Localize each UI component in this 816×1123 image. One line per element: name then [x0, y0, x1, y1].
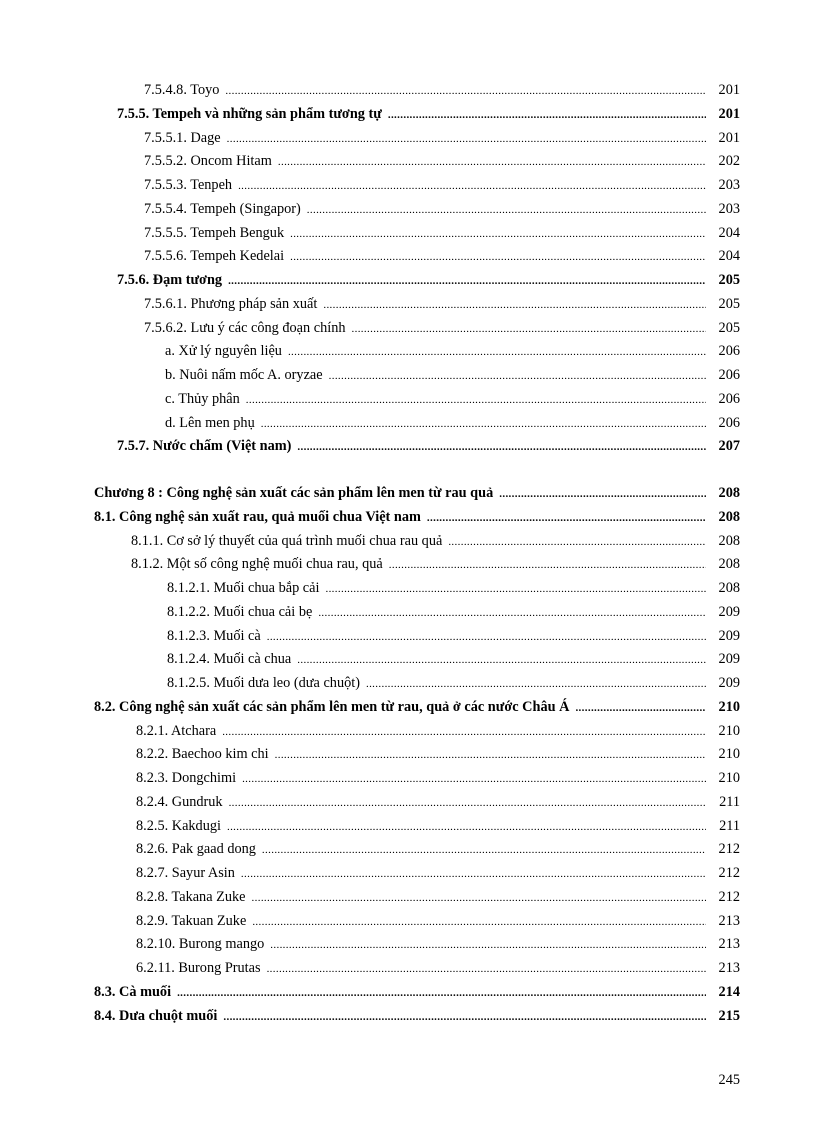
toc-entry[interactable]: [0, 553, 816, 577]
toc-entry-title: [144, 127, 740, 152]
dot-leader: [388, 104, 706, 128]
toc-entry-page: 208: [710, 530, 740, 554]
dot-leader: [252, 887, 706, 911]
dot-leader: [246, 389, 706, 413]
toc-entry-label: b. Nuôi nấm mốc A. oryzae: [165, 364, 329, 388]
toc-entry-label: 8.1.1. Cơ sở lý thuyết của quá trình muối chua rau quả: [131, 530, 448, 554]
toc-entry-label: c. Thủy phân: [165, 388, 246, 412]
dot-leader: [323, 294, 706, 318]
toc-entry-page: 208: [710, 482, 740, 506]
toc-entry-title: [117, 269, 740, 294]
dot-leader: [278, 151, 706, 175]
toc-entry-label: 8.2. Công nghệ sản xuất các sản phẩm lên men từ rau, quả ở các nước Châu Á: [94, 696, 575, 720]
toc-entry-label: 7.5.7. Nước chấm (Việt nam): [117, 435, 297, 459]
toc-entry-title: [131, 530, 740, 555]
toc-entry[interactable]: [0, 838, 816, 862]
toc-entry-title: [136, 862, 740, 887]
toc-entry-page: 205: [710, 269, 740, 293]
toc-entry-title: [136, 910, 740, 935]
toc-entry-title: [167, 672, 740, 697]
toc-entry-label: 8.2.6. Pak gaad dong: [136, 838, 262, 862]
dot-leader: [318, 602, 706, 626]
toc-entry-page: 208: [710, 506, 740, 530]
toc-entry-label: 7.5.5.4. Tempeh (Singapor): [144, 198, 307, 222]
toc-entry-label: 7.5.5.6. Tempeh Kedelai: [144, 245, 290, 269]
toc-entry[interactable]: [0, 269, 816, 293]
toc-entry-title: [117, 435, 740, 460]
toc-entry-page: 201: [710, 103, 740, 127]
toc-entry-label: 8.2.9. Takuan Zuke: [136, 910, 252, 934]
toc-entry-title: [136, 957, 740, 982]
toc-entry-page: 201: [710, 127, 740, 151]
dot-leader: [267, 958, 706, 982]
toc-entry-page: 209: [710, 625, 740, 649]
toc-entry-title: [144, 317, 740, 342]
dot-leader: [238, 175, 706, 199]
toc-entry-title: [94, 482, 740, 507]
toc-entry-title: [144, 174, 740, 199]
dot-leader: [297, 436, 706, 460]
toc-entry-page: 208: [710, 577, 740, 601]
dot-leader: [241, 863, 706, 887]
toc-entry[interactable]: [0, 672, 816, 696]
dot-leader: [228, 270, 706, 294]
toc-entry-label: 6.2.11. Burong Prutas: [136, 957, 267, 981]
toc-entry-page: 212: [710, 886, 740, 910]
toc-entry-label: 8.1.2.5. Muối dưa leo (dưa chuột): [167, 672, 366, 696]
dot-leader: [297, 649, 706, 673]
toc-entry[interactable]: [0, 910, 816, 934]
toc-entry-page: 202: [710, 150, 740, 174]
toc-entry-label: 7.5.5.2. Oncom Hitam: [144, 150, 278, 174]
toc-entry-title: [136, 933, 740, 958]
toc-entry-page: 210: [710, 696, 740, 720]
toc-entry-page: 206: [710, 388, 740, 412]
toc-entry[interactable]: [0, 696, 816, 720]
toc-entry[interactable]: [0, 412, 816, 436]
toc-entry-label: 8.1.2.4. Muối cà chua: [167, 648, 297, 672]
toc-entry-title: [144, 245, 740, 270]
dot-leader: [267, 626, 706, 650]
toc-entry-title: [165, 340, 740, 365]
toc-entry-label: Chương 8 : Công nghệ sản xuất các sản phẩm lên men từ rau quả: [94, 482, 499, 506]
toc-entry[interactable]: [0, 127, 816, 151]
toc-entry-page: 206: [710, 340, 740, 364]
toc-entry[interactable]: [0, 482, 816, 506]
toc-entry[interactable]: [0, 245, 816, 269]
toc-entry-label: 7.5.5. Tempeh và những sản phẩm tương tự: [117, 103, 388, 127]
toc-entry[interactable]: [0, 174, 816, 198]
dot-leader: [352, 318, 707, 342]
toc-entry-title: [144, 198, 740, 223]
toc-entry[interactable]: [0, 506, 816, 530]
toc-entry[interactable]: [0, 198, 816, 222]
toc-entry[interactable]: [0, 317, 816, 341]
toc-entry-title: [167, 577, 740, 602]
toc-entry-title: [165, 388, 740, 413]
toc-entry-label: 7.5.6.2. Lưu ý các công đoạn chính: [144, 317, 352, 341]
toc-entry[interactable]: [0, 886, 816, 910]
toc-entry[interactable]: [0, 767, 816, 791]
toc-entry-label: 7.5.6. Đạm tương: [117, 269, 228, 293]
dot-leader: [499, 483, 706, 507]
toc-entry-title: [136, 838, 740, 863]
toc-entry-title: [144, 222, 740, 247]
toc-entry-page: 215: [710, 1005, 740, 1029]
toc-entry-label: 7.5.5.3. Tenpeh: [144, 174, 238, 198]
toc-entry-title: [144, 79, 740, 104]
dot-leader: [227, 128, 706, 152]
toc-entry-title: [165, 412, 740, 437]
toc-entry-label: 8.1.2. Một số công nghệ muối chua rau, quả: [131, 553, 389, 577]
toc-entry[interactable]: [0, 293, 816, 317]
dot-leader: [252, 911, 706, 935]
dot-leader: [222, 721, 706, 745]
dot-leader: [223, 1006, 706, 1030]
toc-entry[interactable]: [0, 1005, 816, 1029]
dot-leader: [325, 578, 706, 602]
dot-leader: [275, 744, 706, 768]
toc-entry-label: 8.1.2.2. Muối chua cải bẹ: [167, 601, 318, 625]
toc-entry-title: [136, 886, 740, 911]
toc-entry[interactable]: [0, 648, 816, 672]
toc-entry[interactable]: [0, 577, 816, 601]
dot-leader: [427, 507, 706, 531]
toc-entry[interactable]: [0, 625, 816, 649]
toc-entry-page: 211: [710, 791, 740, 815]
toc-entry-label: 7.5.5.1. Dage: [144, 127, 227, 151]
toc-entry-label: 8.2.2. Baechoo kim chi: [136, 743, 275, 767]
dot-leader: [575, 697, 706, 721]
toc-entry-label: d. Lên men phụ: [165, 412, 261, 436]
toc-entry-title: [136, 791, 740, 816]
toc-entry[interactable]: [0, 933, 816, 957]
toc-entry-title: [136, 815, 740, 840]
dot-leader: [262, 839, 706, 863]
toc-entry-page: 210: [710, 767, 740, 791]
toc-entry[interactable]: [0, 957, 816, 981]
toc-entry-label: 8.1. Công nghệ sản xuất rau, quả muối chua Việt nam: [94, 506, 427, 530]
toc-entry-page: 205: [710, 293, 740, 317]
toc-entry-title: [167, 648, 740, 673]
toc-entry-title: [136, 767, 740, 792]
toc-entry-label: 8.2.7. Sayur Asin: [136, 862, 241, 886]
dot-leader: [261, 413, 706, 437]
toc-entry-title: [94, 696, 740, 721]
toc-entry-page: 210: [710, 743, 740, 767]
dot-leader: [290, 223, 706, 247]
toc-entry-title: [136, 743, 740, 768]
toc-entry-title: [117, 103, 740, 128]
toc-entry[interactable]: [0, 103, 816, 127]
dot-leader: [389, 554, 706, 578]
toc-entry-title: [167, 625, 740, 650]
toc-entry-page: 201: [710, 79, 740, 103]
toc-entry-page: 206: [710, 412, 740, 436]
toc-entry-page: 211: [710, 815, 740, 839]
toc-entry[interactable]: [0, 340, 816, 364]
toc-entry-label: a. Xử lý nguyên liệu: [165, 340, 288, 364]
toc-entry-title: [167, 601, 740, 626]
toc-entry[interactable]: [0, 222, 816, 246]
toc-entry-label: 8.4. Dưa chuột muối: [94, 1005, 223, 1029]
toc-entry-page: 207: [710, 435, 740, 459]
toc-entry-label: 8.2.5. Kakdugi: [136, 815, 227, 839]
toc-entry-page: 209: [710, 648, 740, 672]
toc-entry[interactable]: [0, 981, 816, 1005]
toc-entry[interactable]: [0, 364, 816, 388]
toc-entry-label: 7.5.6.1. Phương pháp sản xuất: [144, 293, 323, 317]
toc-entry-label: 8.2.10. Burong mango: [136, 933, 270, 957]
toc-entry-page: 208: [710, 553, 740, 577]
toc-entry-page: 203: [710, 198, 740, 222]
toc-entry[interactable]: [0, 388, 816, 412]
dot-leader: [229, 792, 706, 816]
dot-leader: [288, 341, 706, 365]
toc-entry-page: 213: [710, 910, 740, 934]
toc-entry-page: 210: [710, 720, 740, 744]
toc-entry[interactable]: [0, 150, 816, 174]
toc-entry-page: 212: [710, 838, 740, 862]
toc-entry[interactable]: [0, 862, 816, 886]
toc-entry-page: 213: [710, 933, 740, 957]
dot-leader: [177, 982, 706, 1006]
dot-leader: [448, 531, 706, 555]
page-number: 245: [718, 1072, 740, 1088]
toc-entry[interactable]: [0, 791, 816, 815]
toc-entry[interactable]: [0, 720, 816, 744]
toc-entry-label: 7.5.4.8. Toyo: [144, 79, 225, 103]
toc-entry-page: 209: [710, 672, 740, 696]
toc-entry-page: 213: [710, 957, 740, 981]
dot-leader: [290, 246, 706, 270]
toc-entry-title: [94, 1005, 740, 1030]
toc-entry[interactable]: [0, 435, 816, 459]
dot-leader: [242, 768, 706, 792]
toc-entry-label: 8.2.4. Gundruk: [136, 791, 229, 815]
toc-entry-title: [144, 293, 740, 318]
toc-entry-page: 204: [710, 245, 740, 269]
toc-entry-title: [144, 150, 740, 175]
toc-entry[interactable]: [0, 601, 816, 625]
toc-entry-title: [136, 720, 740, 745]
toc-entry-page: 212: [710, 862, 740, 886]
toc-entry[interactable]: [0, 79, 816, 103]
dot-leader: [329, 365, 706, 389]
toc-entry[interactable]: [0, 743, 816, 767]
toc-entry-title: [94, 981, 740, 1006]
toc-entry-label: 8.2.8. Takana Zuke: [136, 886, 252, 910]
toc-entry-title: [165, 364, 740, 389]
toc-entry[interactable]: [0, 530, 816, 554]
toc-entry-label: 8.2.3. Dongchimi: [136, 767, 242, 791]
toc-entry-label: 8.2.1. Atchara: [136, 720, 222, 744]
toc-entry-page: 205: [710, 317, 740, 341]
toc-entry-page: 209: [710, 601, 740, 625]
toc-entry-page: 203: [710, 174, 740, 198]
toc-entry-label: 7.5.5.5. Tempeh Benguk: [144, 222, 290, 246]
dot-leader: [225, 80, 706, 104]
toc-entry-title: [94, 506, 740, 531]
toc-entry-page: 206: [710, 364, 740, 388]
dot-leader: [307, 199, 706, 223]
toc-entry-label: 8.1.2.1. Muối chua bắp cải: [167, 577, 325, 601]
toc-entry-title: [131, 553, 740, 578]
toc-entry[interactable]: [0, 815, 816, 839]
toc-entry-label: 8.3. Cà muối: [94, 981, 177, 1005]
toc-entry-label: 8.1.2.3. Muối cà: [167, 625, 267, 649]
dot-leader: [270, 934, 706, 958]
dot-leader: [227, 816, 706, 840]
dot-leader: [366, 673, 706, 697]
table-of-contents: [0, 79, 816, 1028]
toc-entry-page: 214: [710, 981, 740, 1005]
toc-entry-page: 204: [710, 222, 740, 246]
